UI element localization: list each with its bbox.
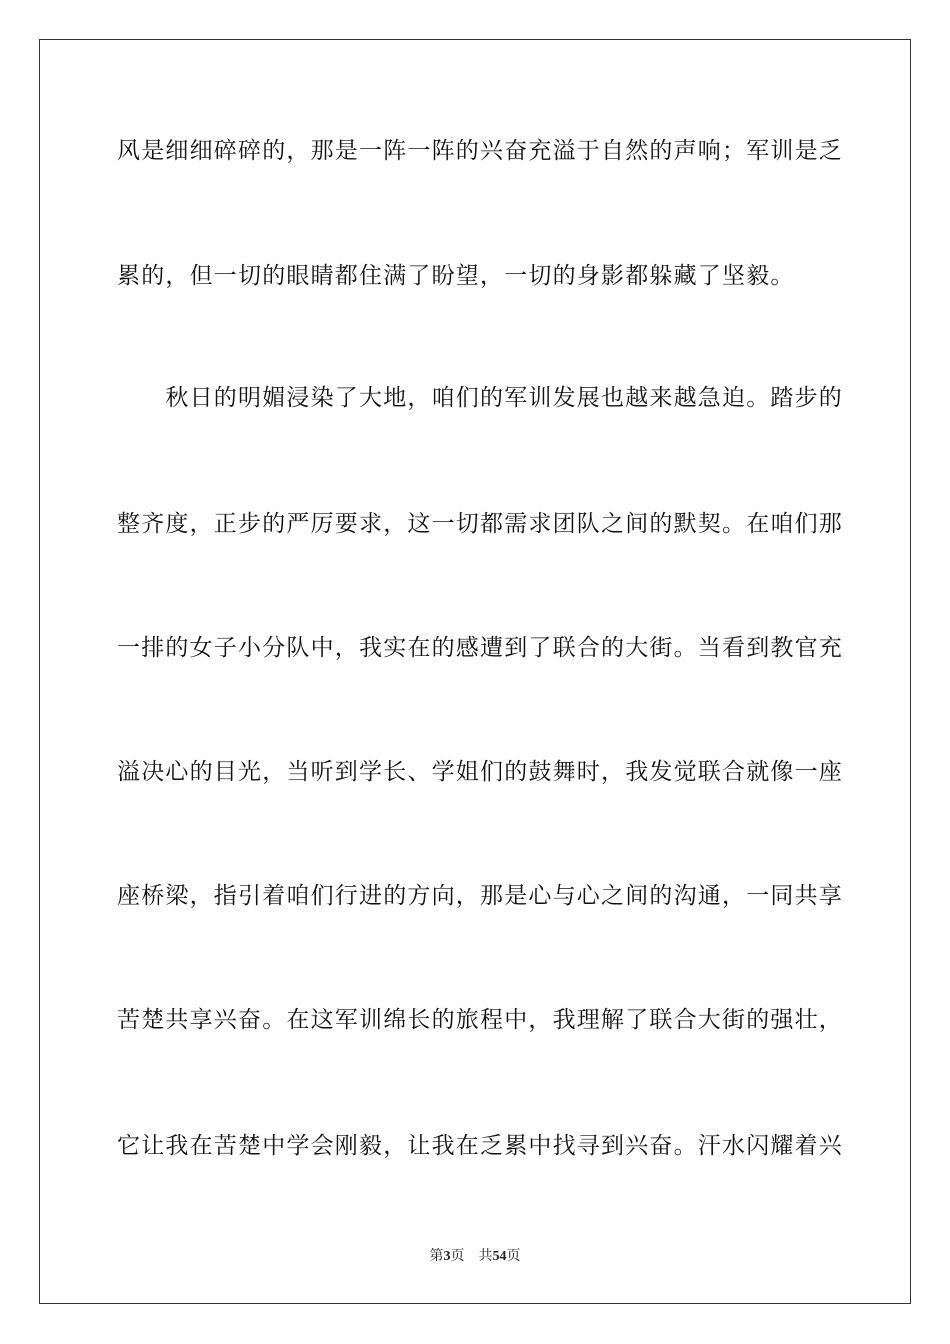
text-line: 它让我在苦楚中学会刚毅，让我在乏累中找寻到兴奋。汗水闪耀着兴	[117, 1133, 843, 1159]
text-line: 座桥梁，指引着咱们行进的方向，那是心与心之间的沟通，一同共享	[117, 883, 843, 909]
page-suffix: 页	[506, 1248, 521, 1264]
page-prefix: 第	[429, 1248, 444, 1264]
text-line: 溢决心的目光，当听到学长、学姐们的鼓舞时，我发觉联合就像一座	[117, 759, 843, 785]
text-line: 累的，但一切的眼睛都住满了盼望，一切的身影都躲藏了坚毅。	[117, 263, 795, 289]
text-line: 苦楚共享兴奋。在这军训绵长的旅程中，我理解了联合大街的强壮，	[117, 1007, 843, 1033]
text-line: 风是细细碎碎的，那是一阵一阵的兴奋充溢于自然的声响；军训是乏	[117, 138, 843, 164]
text-line: 一排的女子小分队中，我实在的感遭到了联合的大街。当看到教官充	[117, 635, 843, 661]
total-pages: 54	[492, 1249, 507, 1264]
text-line: 整齐度，正步的严厉要求，这一切都需求团队之间的默契。在咱们那	[117, 511, 843, 537]
page-mid: 页 共	[450, 1248, 493, 1264]
text-line: 秋日的明媚浸染了大地，咱们的军训发展也越来越急迫。踏步的	[117, 385, 843, 411]
page-border	[39, 39, 911, 1304]
page-number: 3	[443, 1249, 451, 1264]
page-footer	[0, 1245, 950, 1265]
